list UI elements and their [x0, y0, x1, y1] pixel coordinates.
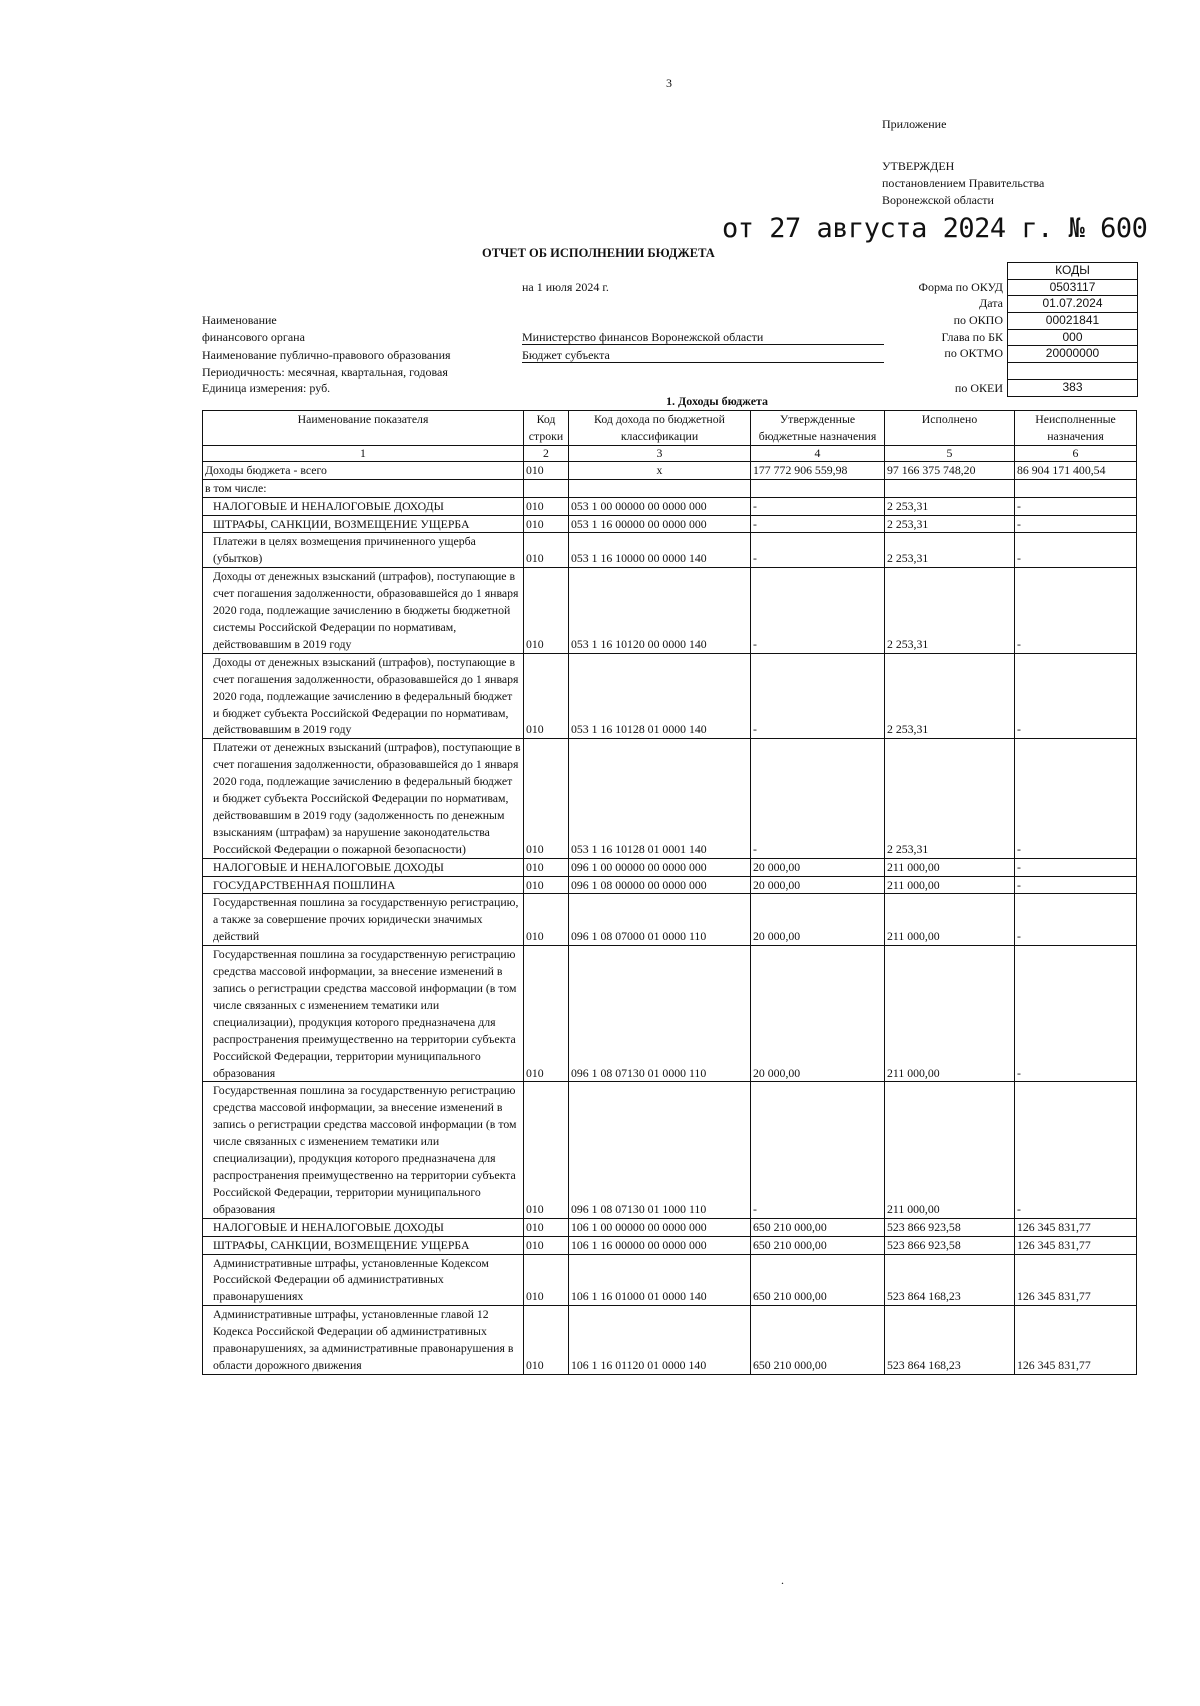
- row-income-code: 096 1 08 07130 01 1000 110: [569, 1082, 751, 1218]
- table-row: [203, 1306, 1137, 1375]
- row-approved: 650 210 000,00: [751, 1254, 885, 1306]
- table-row: [203, 497, 1137, 515]
- row-unexecuted: -: [1015, 533, 1137, 568]
- row-approved: 650 210 000,00: [751, 1306, 885, 1375]
- row-executed: 97 166 375 748,20: [885, 461, 1015, 479]
- row-unexecuted: -: [1015, 653, 1137, 739]
- table-header-row: [203, 411, 1137, 446]
- oktmo-label: по ОКТМО: [944, 346, 1003, 360]
- row-line-code: 010: [524, 1236, 569, 1254]
- row-name: ШТРАФЫ, САНКЦИИ, ВОЗМЕЩЕНИЕ УЩЕРБА: [203, 515, 524, 533]
- row-executed: 523 864 168,23: [885, 1306, 1015, 1375]
- table-row: [203, 1254, 1137, 1306]
- entity-label: Наименование публично-правового образования: [202, 348, 451, 362]
- row-line-code: 010: [524, 894, 569, 946]
- row-unexecuted: 86 904 171 400,54: [1015, 461, 1137, 479]
- row-executed: [885, 479, 1015, 497]
- row-name: Доходы от денежных взысканий (штрафов), поступающие в счет погашения задолженности, образовавшейся до 1 января 2020 года, подлежащие зачислению в федеральный бюджет и бюджет субъекта Российской Федерации по нормативам, действовавшим в 2019 году: [203, 653, 524, 739]
- table-row: [203, 1236, 1137, 1254]
- row-line-code: 010: [524, 653, 569, 739]
- col-header-code: Код дохода по бюджетной классификации: [569, 411, 751, 446]
- row-executed: 2 253,31: [885, 533, 1015, 568]
- row-approved: -: [751, 533, 885, 568]
- row-unexecuted: -: [1015, 515, 1137, 533]
- row-line-code: 010: [524, 515, 569, 533]
- row-income-code: 053 1 16 10120 00 0000 140: [569, 568, 751, 654]
- name-label-2: финансового органа: [202, 330, 305, 344]
- row-income-code: [569, 479, 751, 497]
- col-number: 6: [1015, 445, 1137, 461]
- date-label: Дата: [979, 296, 1003, 310]
- row-line-code: 010: [524, 1306, 569, 1375]
- col-number: 4: [751, 445, 885, 461]
- row-line-code: 010: [524, 1218, 569, 1236]
- row-income-code: 053 1 16 10128 01 0001 140: [569, 739, 751, 858]
- okud-code: 0503117: [1008, 280, 1137, 297]
- row-approved: 177 772 906 559,98: [751, 461, 885, 479]
- row-name: Доходы бюджета - всего: [203, 461, 524, 479]
- row-income-code: 106 1 16 01120 01 0000 140: [569, 1306, 751, 1375]
- col-number: 1: [203, 445, 524, 461]
- table-row: [203, 894, 1137, 946]
- row-name: Платежи в целях возмещения причиненного ущерба (убытков): [203, 533, 524, 568]
- row-executed: 523 864 168,23: [885, 1254, 1015, 1306]
- glava-bk-code: 000: [1008, 330, 1137, 347]
- stray-mark: .: [781, 1573, 784, 1587]
- row-executed: 2 253,31: [885, 497, 1015, 515]
- row-unexecuted: [1015, 479, 1137, 497]
- col-header-unexecuted: Неисполненные назначения: [1015, 411, 1137, 446]
- table-row: [203, 533, 1137, 568]
- row-approved: -: [751, 568, 885, 654]
- page-number: 3: [666, 76, 672, 90]
- entity-name: Бюджет субъекта: [522, 348, 884, 363]
- table-row: [203, 653, 1137, 739]
- okei-label: по ОКЕИ: [954, 381, 1003, 395]
- row-executed: 211 000,00: [885, 894, 1015, 946]
- row-income-code: 106 1 00 00000 00 0000 000: [569, 1218, 751, 1236]
- row-executed: 523 866 923,58: [885, 1218, 1015, 1236]
- row-approved: 650 210 000,00: [751, 1218, 885, 1236]
- appendix-label: Приложение: [882, 117, 947, 131]
- glava-bk-label: Глава по БК: [941, 330, 1003, 344]
- row-approved: 650 210 000,00: [751, 1236, 885, 1254]
- row-executed: 2 253,31: [885, 653, 1015, 739]
- row-income-code: 096 1 08 00000 00 0000 000: [569, 876, 751, 894]
- row-income-code: 096 1 08 07130 01 0000 110: [569, 946, 751, 1082]
- row-executed: 523 866 923,58: [885, 1236, 1015, 1254]
- report-title: ОТЧЕТ ОБ ИСПОЛНЕНИИ БЮДЖЕТА: [482, 246, 715, 260]
- codes-header: КОДЫ: [1008, 263, 1137, 280]
- row-line-code: 010: [524, 946, 569, 1082]
- date-code: 01.07.2024: [1008, 296, 1137, 313]
- approval-line-2: постановлением Правительства: [882, 176, 1045, 190]
- row-approved: 20 000,00: [751, 858, 885, 876]
- table-row: [203, 568, 1137, 654]
- oktmo-code: 20000000: [1008, 346, 1137, 363]
- approval-date-stamp: от 27 августа 2024 г. № 600: [722, 213, 1148, 244]
- row-name: ШТРАФЫ, САНКЦИИ, ВОЗМЕЩЕНИЕ УЩЕРБА: [203, 1236, 524, 1254]
- row-income-code: x: [569, 461, 751, 479]
- row-line-code: 010: [524, 739, 569, 858]
- table-row: [203, 1082, 1137, 1218]
- row-unexecuted: 126 345 831,77: [1015, 1218, 1137, 1236]
- table-row: [203, 876, 1137, 894]
- row-name: ГОСУДАРСТВЕННАЯ ПОШЛИНА: [203, 876, 524, 894]
- row-executed: 211 000,00: [885, 876, 1015, 894]
- table-row: [203, 1218, 1137, 1236]
- row-income-code: 053 1 16 10128 01 0000 140: [569, 653, 751, 739]
- row-unexecuted: 126 345 831,77: [1015, 1306, 1137, 1375]
- row-name: НАЛОГОВЫЕ И НЕНАЛОГОВЫЕ ДОХОДЫ: [203, 858, 524, 876]
- column-number-row: [203, 445, 1137, 461]
- row-line-code: 010: [524, 461, 569, 479]
- col-header-approved: Утвержденные бюджетные назначения: [751, 411, 885, 446]
- row-name: Доходы от денежных взысканий (штрафов), поступающие в счет погашения задолженности, образовавшейся до 1 января 2020 года, подлежащие зачислению в бюджеты бюджетной системы Российской Федерации по нормативам, действовавшим в 2019 году: [203, 568, 524, 654]
- row-approved: -: [751, 497, 885, 515]
- row-unexecuted: -: [1015, 876, 1137, 894]
- row-line-code: 010: [524, 1082, 569, 1218]
- okei-code: 383: [1062, 379, 1083, 394]
- row-executed: 211 000,00: [885, 946, 1015, 1082]
- row-line-code: 010: [524, 568, 569, 654]
- row-income-code: 106 1 16 01000 01 0000 140: [569, 1254, 751, 1306]
- row-approved: -: [751, 653, 885, 739]
- table-row: [203, 739, 1137, 858]
- report-date: на 1 июля 2024 г.: [522, 280, 609, 294]
- row-executed: 211 000,00: [885, 1082, 1015, 1218]
- row-income-code: 053 1 16 10000 00 0000 140: [569, 533, 751, 568]
- income-table: [202, 410, 1137, 1375]
- approval-line-3: Воронежской области: [882, 193, 994, 207]
- row-income-code: 053 1 16 00000 00 0000 000: [569, 515, 751, 533]
- row-approved: -: [751, 1082, 885, 1218]
- row-line-code: [524, 479, 569, 497]
- row-line-code: 010: [524, 533, 569, 568]
- row-unexecuted: -: [1015, 497, 1137, 515]
- approval-line-1: УТВЕРЖДЕН: [882, 159, 955, 173]
- row-approved: [751, 479, 885, 497]
- row-approved: 20 000,00: [751, 894, 885, 946]
- row-unexecuted: -: [1015, 858, 1137, 876]
- col-header-line: Код строки: [524, 411, 569, 446]
- row-income-code: 096 1 08 07000 01 0000 110: [569, 894, 751, 946]
- row-line-code: 010: [524, 497, 569, 515]
- row-name: Административные штрафы, установленные главой 12 Кодекса Российской Федерации об административных правонарушениях, за административные правонарушения в области дорожного движения: [203, 1306, 524, 1375]
- blank-code: [1008, 363, 1137, 380]
- row-unexecuted: 126 345 831,77: [1015, 1254, 1137, 1306]
- row-name: Административные штрафы, установленные Кодексом Российской Федерации об административных правонарушениях: [203, 1254, 524, 1306]
- row-executed: 2 253,31: [885, 568, 1015, 654]
- okud-label: Форма по ОКУД: [918, 280, 1003, 294]
- table-row: [203, 515, 1137, 533]
- table-row: [203, 858, 1137, 876]
- row-unexecuted: 126 345 831,77: [1015, 1236, 1137, 1254]
- row-unexecuted: -: [1015, 739, 1137, 858]
- row-income-code: 106 1 16 00000 00 0000 000: [569, 1236, 751, 1254]
- col-header-name: Наименование показателя: [203, 411, 524, 446]
- table-row: [203, 461, 1137, 479]
- row-executed: 211 000,00: [885, 858, 1015, 876]
- row-name: НАЛОГОВЫЕ И НЕНАЛОГОВЫЕ ДОХОДЫ: [203, 1218, 524, 1236]
- section-title: 1. Доходы бюджета: [666, 394, 769, 408]
- row-approved: -: [751, 739, 885, 858]
- row-unexecuted: -: [1015, 946, 1137, 1082]
- row-name: Платежи от денежных взысканий (штрафов), поступающие в счет погашения задолженности, образовавшейся до 1 января 2020 года, подлежащие зачислению в федеральный бюджет и бюджет субъекта Российской Федерации по нормативам, действовавшим в 2019 году (задолженность по денежным взысканиям (штрафам) за нарушение законодательства Российской Федерации о пожарной безопасности): [203, 739, 524, 858]
- unit-of-measure: Единица измерения: руб.: [202, 381, 331, 395]
- col-header-executed: Исполнено: [885, 411, 1015, 446]
- row-unexecuted: -: [1015, 1082, 1137, 1218]
- col-number: 3: [569, 445, 751, 461]
- row-name: Государственная пошлина за государственную регистрацию, а также за совершение прочих юридически значимых действий: [203, 894, 524, 946]
- ministry-name: Министерство финансов Воронежской области: [522, 330, 884, 345]
- row-approved: -: [751, 515, 885, 533]
- row-executed: 2 253,31: [885, 739, 1015, 858]
- row-approved: 20 000,00: [751, 876, 885, 894]
- row-name: Государственная пошлина за государственную регистрацию средства массовой информации, за внесение изменений в запись о регистрации средства массовой информации (в том числе связанных с изменением тематики или специализации), продукция которого предназначена для распространения преимущественно на территории субъекта Российской Федерации, территории муниципального образования: [203, 1082, 524, 1218]
- col-number: 2: [524, 445, 569, 461]
- row-name: в том числе:: [203, 479, 524, 497]
- approval-block: [882, 158, 1044, 209]
- name-label-1: Наименование: [202, 313, 277, 327]
- row-name: НАЛОГОВЫЕ И НЕНАЛОГОВЫЕ ДОХОДЫ: [203, 497, 524, 515]
- okpo-code: 00021841: [1008, 313, 1137, 330]
- table-row: [203, 946, 1137, 1082]
- row-line-code: 010: [524, 1254, 569, 1306]
- row-unexecuted: -: [1015, 894, 1137, 946]
- row-line-code: 010: [524, 858, 569, 876]
- codes-box: [1007, 262, 1138, 397]
- row-income-code: 096 1 00 00000 00 0000 000: [569, 858, 751, 876]
- row-name: Государственная пошлина за государственную регистрацию средства массовой информации, за внесение изменений в запись о регистрации средства массовой информации (в том числе связанных с изменением тематики или специализации), продукция которого предназначена для распространения преимущественно на территории субъекта Российской Федерации, территории муниципального образования: [203, 946, 524, 1082]
- okpo-label: по ОКПО: [953, 313, 1003, 327]
- table-row: [203, 479, 1137, 497]
- row-unexecuted: -: [1015, 568, 1137, 654]
- row-approved: 20 000,00: [751, 946, 885, 1082]
- periodicity: Периодичность: месячная, квартальная, годовая: [202, 365, 448, 379]
- col-number: 5: [885, 445, 1015, 461]
- row-income-code: 053 1 00 00000 00 0000 000: [569, 497, 751, 515]
- row-executed: 2 253,31: [885, 515, 1015, 533]
- row-line-code: 010: [524, 876, 569, 894]
